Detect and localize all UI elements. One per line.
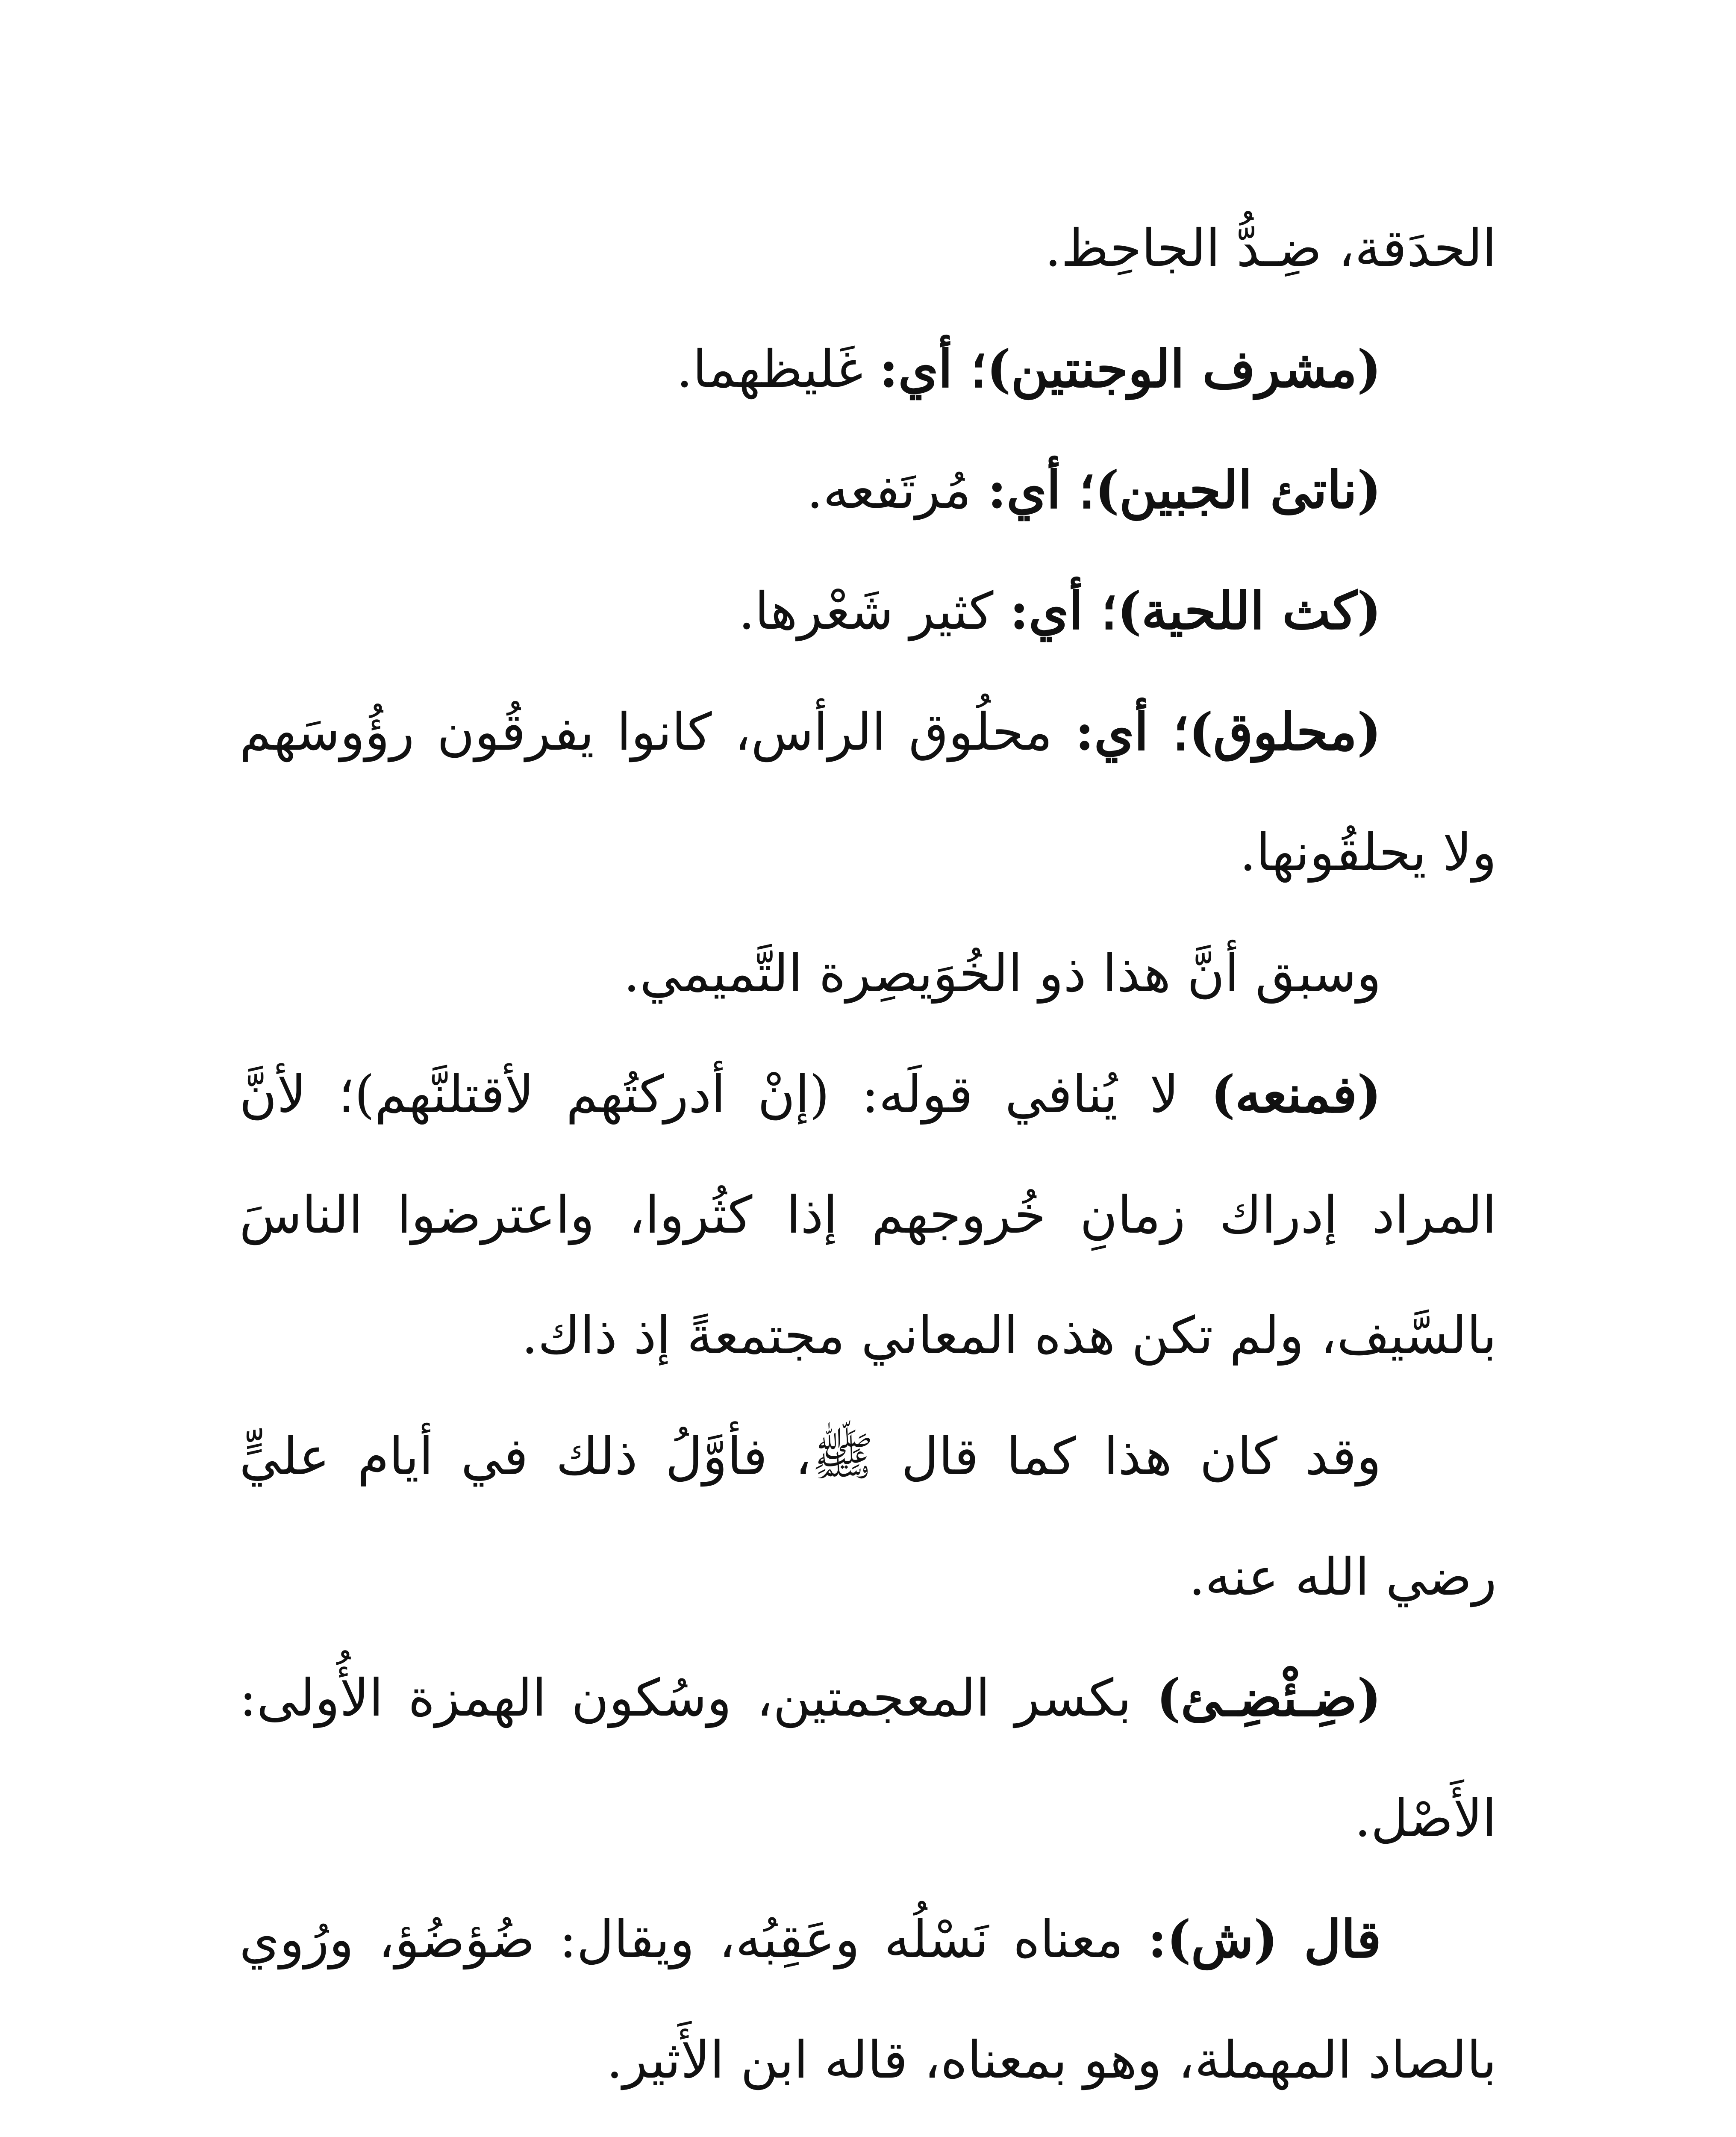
paragraph-lead: قال (ش): — [1148, 1909, 1381, 1969]
paragraph-text: بكسر المعجمتين، وسُكون الهمزة الأُولى: الأَصْل. — [239, 1669, 1497, 1849]
paragraph-lead: (ضِـئْضِـئ) — [1156, 1668, 1381, 1728]
paragraph-lead: (ناتئ الجبين)؛ أي: — [987, 460, 1381, 520]
paragraph-text: كثير شَعْرها. — [738, 582, 1010, 641]
paragraph-text: غَليظهما. — [676, 340, 880, 399]
paragraph — [239, 1879, 1497, 2121]
paragraph — [239, 309, 1497, 430]
paragraph — [239, 551, 1497, 672]
paragraph-text: محلُوق الرأس، كانوا يفرقُون رؤُوسَهم ولا يحلقُونها. — [239, 703, 1497, 883]
paragraph-lead: (كث اللحية)؛ أي: — [1009, 581, 1381, 641]
paragraph — [239, 913, 1497, 1034]
paragraph-lead: (فمنعه) — [1211, 1064, 1382, 1124]
paragraph — [239, 188, 1497, 309]
paragraph-text: وسبق أنَّ هذا ذو الخُوَيصِرة التَّميمي. — [623, 944, 1381, 1004]
paragraph-lead: (مشرف الوجنتين)؛ أي: — [879, 339, 1381, 399]
paragraph — [239, 672, 1497, 913]
paragraph — [239, 430, 1497, 551]
paragraph — [239, 2121, 1497, 2137]
paragraph — [239, 1034, 1497, 1396]
paragraph-text: مُرتَفعه. — [806, 461, 988, 520]
paragraph — [239, 1396, 1497, 1638]
paragraph-text: معناه نَسْلُه وعَقِبُه، ويقال: ضُؤضُؤ، ورُوي بالصاد المهملة، وهو بمعناه، قاله ابن الأَثير. — [239, 1910, 1497, 2090]
body-text — [239, 188, 1497, 2137]
paragraph-text: لا يُنافي قولَه: (إنْ أدركتُهم لأقتلنَّهم)؛ لأنَّ المراد إدراك زمانِ خُروجهم إذا كثُروا، واعترضوا الناسَ بالسَّيف، ولم تكن هذه المعاني مجتمعةً إذ ذاك. — [239, 1065, 1497, 1366]
paragraph-text: الحدَقة، ضِـدُّ الجاحِظ. — [1045, 219, 1497, 278]
paragraph-text: وقد كان هذا كما قال ﷺ، فأوَّلُ ذلك في أيام عليٍّ رضي الله عنه. — [239, 1427, 1497, 1607]
paragraph-lead: (محلوق)؛ أي: — [1075, 702, 1381, 762]
paragraph — [239, 1638, 1497, 1879]
